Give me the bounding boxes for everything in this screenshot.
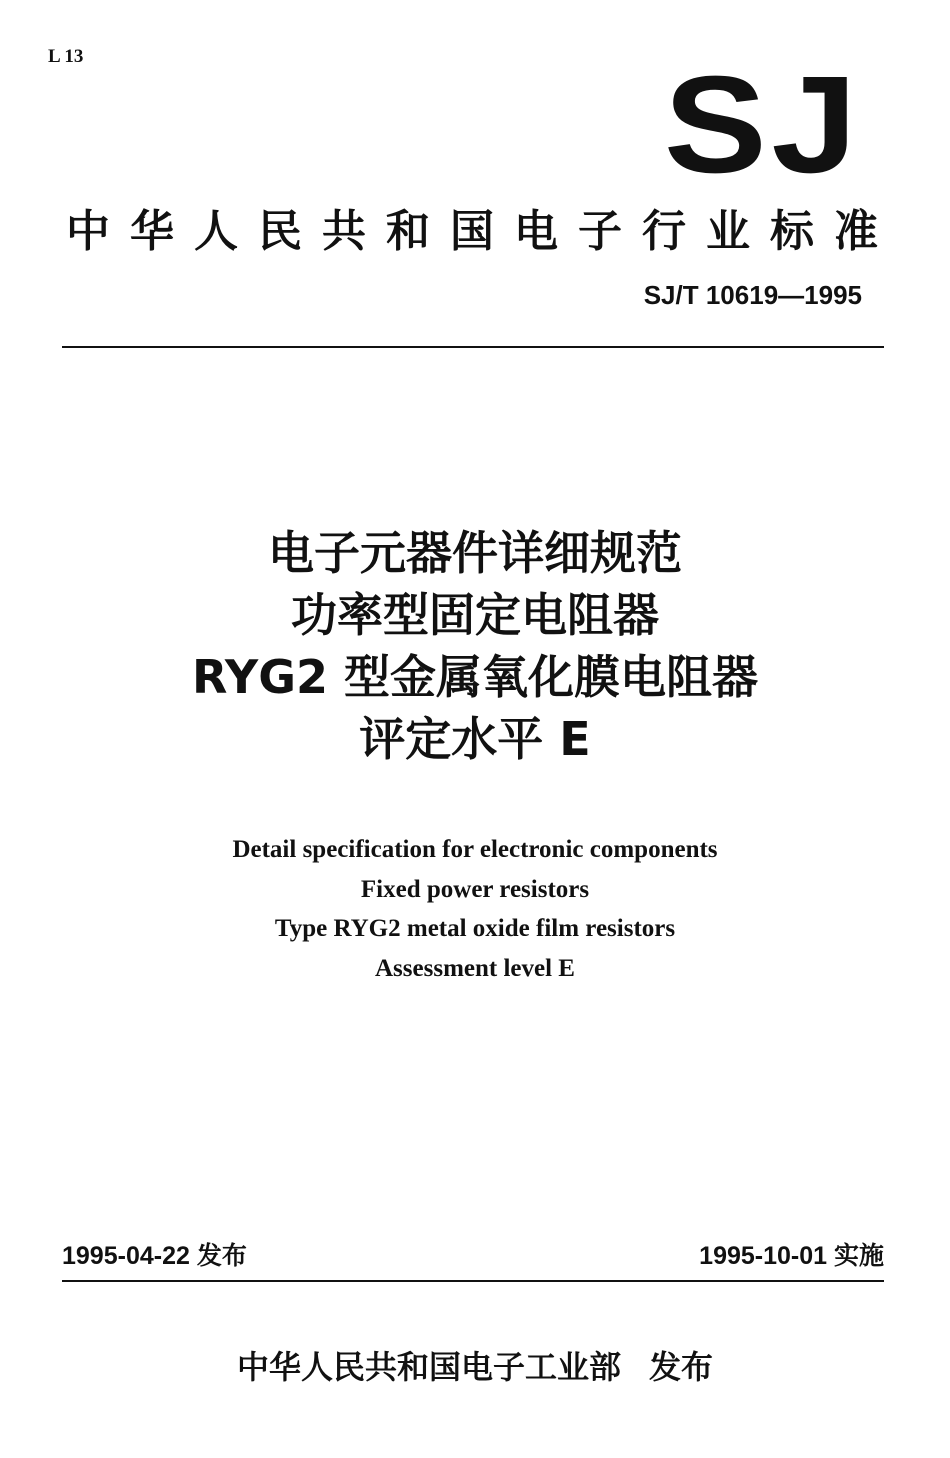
chinese-title: [0, 522, 950, 770]
chinese-title-line: RYG2 型金属氧化膜电阻器: [192, 650, 758, 704]
publisher-name: 中华人民共和国电子工业部: [236, 1348, 621, 1386]
effective-date: 1995-10-01 实施: [699, 1242, 884, 1270]
english-title-line: Assessment level E: [375, 954, 575, 982]
chinese-title-line: 评定水平 E: [359, 712, 591, 766]
publisher-line: [0, 1342, 950, 1388]
english-title-line: Fixed power resistors: [360, 875, 590, 903]
bottom-divider: [62, 1280, 884, 1282]
standard-heading: 中华人民共和国电子行业标准: [66, 206, 898, 257]
chinese-title-line: 功率型固定电阻器: [291, 588, 659, 642]
issue-date: 1995-04-22 发布: [62, 1242, 247, 1270]
standard-number: SJ/T 10619—1995: [643, 280, 862, 310]
english-title-line: Detail specification for electronic components: [232, 836, 718, 863]
publisher-action: 发布: [649, 1348, 714, 1386]
sj-logo: SJ: [663, 48, 862, 202]
chinese-title-line: 电子元器件详细规范: [268, 526, 682, 580]
english-title: [0, 830, 950, 988]
english-title-line: Type RYG2 metal oxide film resistors: [274, 915, 676, 942]
classification-code: L 13: [48, 46, 84, 67]
top-divider: [62, 346, 884, 348]
